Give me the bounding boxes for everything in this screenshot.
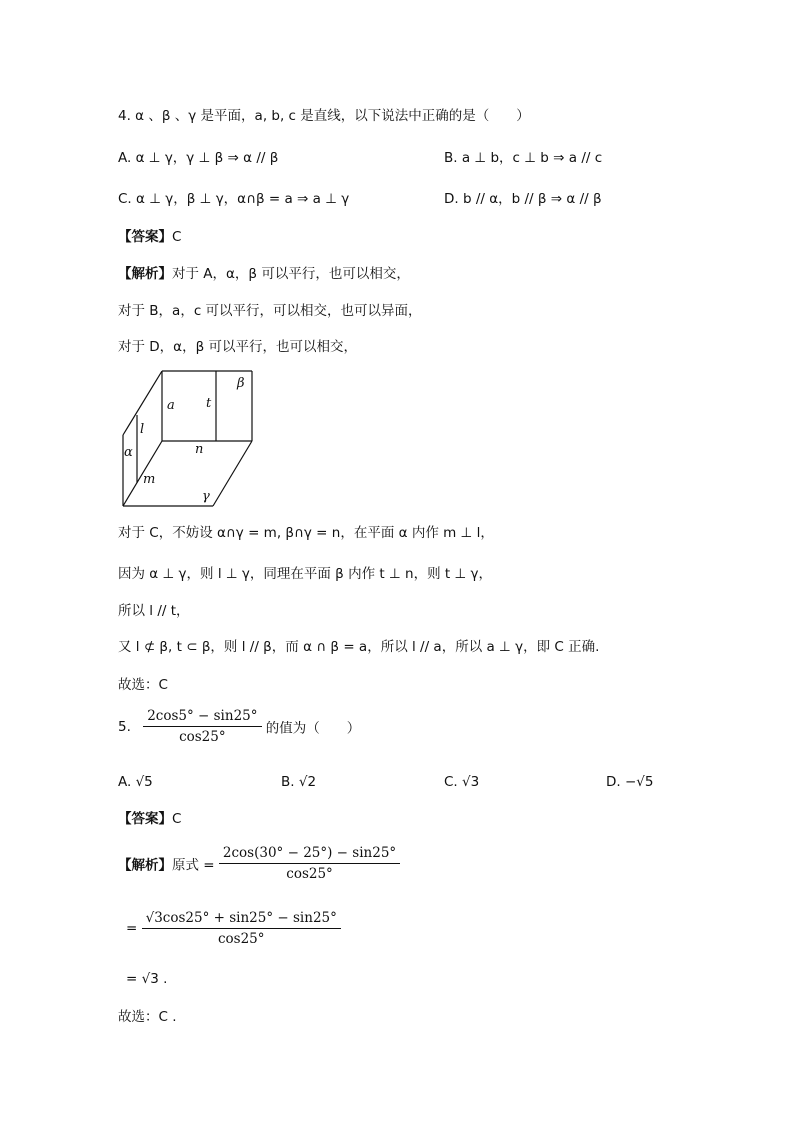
q5-step1-denominator: cos25° <box>286 866 333 882</box>
q5-step2-denominator: cos25° <box>217 931 265 947</box>
q5-analysis-step-1 <box>118 845 400 882</box>
q4-geometry-figure <box>115 365 260 510</box>
q4-proof-line-4: 又 l ⊄ β, t ⊂ β，则 l // β，而 α ∩ β = a，所以 l // a，所以 a ⊥ γ，即 C 正确. <box>118 639 600 655</box>
q5-step1-numerator: 2cos(30° − 25°) − sin25° <box>219 845 400 864</box>
q5-option-c: C. √3 <box>444 774 480 790</box>
q5-answer-value: C <box>172 811 182 827</box>
q4-answer-value: C <box>172 229 182 245</box>
q4-option-c: C. α ⊥ γ，β ⊥ γ，α∩β = a ⇒ a ⊥ γ <box>118 191 350 207</box>
q5-conclusion: 故选：C . <box>118 1009 177 1025</box>
q5-analysis-label: 【解析】 <box>118 857 172 874</box>
q4-proof-line-2: 因为 α ⊥ γ，则 l ⊥ γ，同理在平面 β 内作 t ⊥ n，则 t ⊥ γ， <box>118 566 492 582</box>
q5-option-b: B. √2 <box>281 774 317 790</box>
q5-option-a: A. √5 <box>118 774 153 790</box>
q5-answer-label: 【答案】 <box>118 811 172 827</box>
q4-option-b: B. a ⊥ b，c ⊥ b ⇒ a // c <box>444 150 603 166</box>
fig-label-n: n <box>195 442 204 457</box>
q4-analysis-line-3: 对于 D，α，β 可以平行，也可以相交， <box>118 339 357 355</box>
q4-answer-label: 【答案】 <box>118 229 172 245</box>
fig-label-m: m <box>143 472 156 487</box>
q4-analysis-1 <box>118 264 410 284</box>
fig-label-a: a <box>167 398 175 413</box>
q5-stem-fraction <box>143 708 261 745</box>
q5-analysis-step-2 <box>126 910 341 947</box>
q5-step1-fraction <box>219 845 400 882</box>
fig-base-right <box>213 441 252 506</box>
q5-stem <box>118 708 360 745</box>
q5-number: 5. <box>118 718 131 735</box>
q5-stem-numerator: 2cos5° − sin25° <box>143 708 261 727</box>
q5-analysis-step-3: = √3 . <box>126 971 168 987</box>
q4-option-d: D. b // α，b // β ⇒ α // β <box>444 191 602 207</box>
q5-step1-prefix: 原式 = <box>172 857 215 874</box>
fig-label-beta: β <box>237 376 245 391</box>
q5-step2-fraction <box>142 910 341 947</box>
q4-analysis-label: 【解析】 <box>118 266 172 282</box>
fig-label-gamma: γ <box>202 489 210 504</box>
q5-step2-prefix: = <box>126 920 138 937</box>
fig-label-alpha: α <box>124 445 133 460</box>
q5-stem-denominator: cos25° <box>179 729 226 745</box>
q4-answer <box>118 227 181 247</box>
q4-analysis-line-1: 对于 A，α，β 可以平行，也可以相交， <box>172 266 410 282</box>
q4-analysis-line-2: 对于 B，a，c 可以平行，可以相交，也可以异面， <box>118 303 422 319</box>
fig-label-t: t <box>206 396 212 411</box>
q4-proof-line-1: 对于 C，不妨设 α∩γ = m, β∩γ = n，在平面 α 内作 m ⊥ l， <box>118 525 494 541</box>
fig-label-l: l <box>140 422 145 437</box>
q5-step2-numerator: √3cos25° + sin25° − sin25° <box>142 910 341 929</box>
q4-stem: 4. α 、β 、γ 是平面，a, b, c 是直线，以下说法中正确的是（ ） <box>118 108 530 124</box>
q4-option-a: A. α ⊥ γ，γ ⊥ β ⇒ α // β <box>118 150 279 166</box>
q4-proof-line-3: 所以 l // t， <box>118 603 190 619</box>
q5-stem-tail: 的值为（ ） <box>265 720 361 737</box>
q5-answer <box>118 809 181 829</box>
q5-option-d: D. −√5 <box>606 774 654 790</box>
q4-conclusion: 故选：C <box>118 677 168 693</box>
